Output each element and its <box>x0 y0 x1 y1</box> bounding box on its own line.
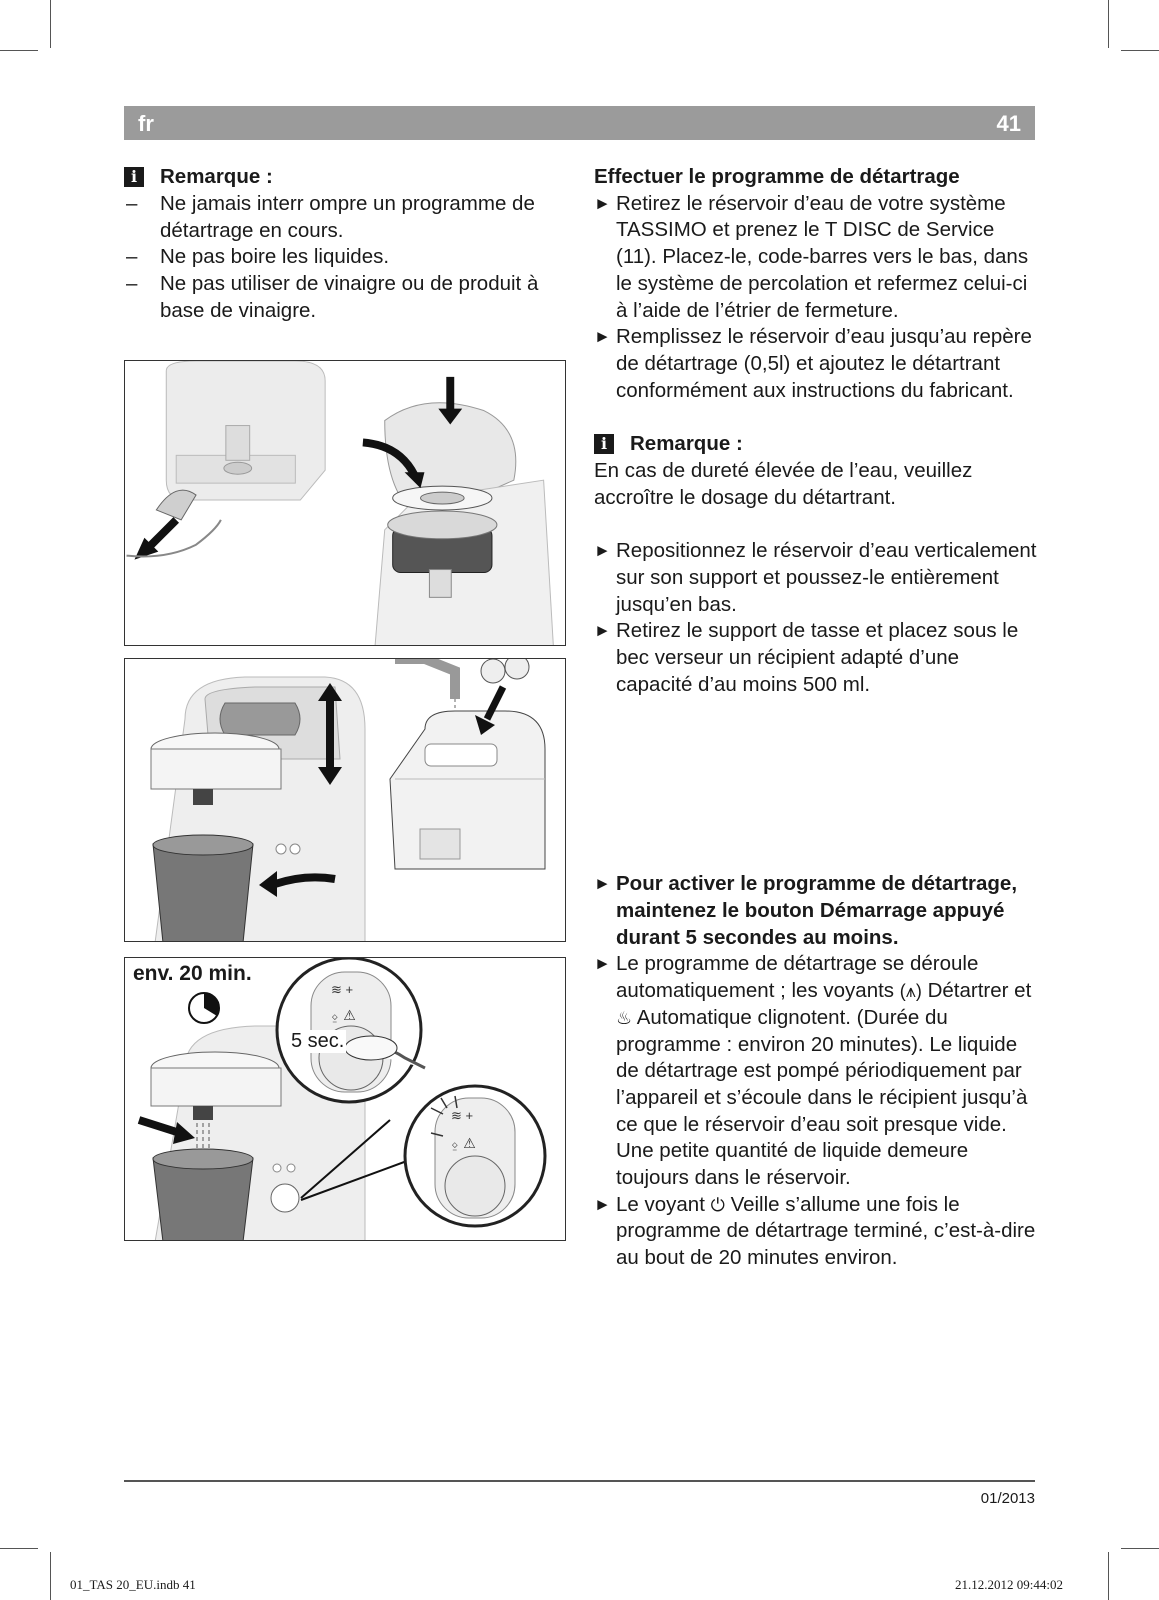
print-slug-time: 21.12.2012 09:44:02 <box>955 1577 1063 1592</box>
info-icon: i <box>594 434 614 454</box>
step-text: Automatique clignotent. (Durée du programme : environ 20 minutes). Le liquide de détartrage est pompé périodiquement par l’appareil et s’écoule dans le récipient jusqu’à ce que le réservoir d’eau soit presque vide. Une petite quantité de liquide demeure toujours dans le réservoir. <box>616 1005 1028 1190</box>
page-header <box>124 106 1035 140</box>
note-title: Remarque : <box>160 165 273 188</box>
print-slug-file: 01_TAS 20_EU.indb 41 <box>70 1577 196 1592</box>
crop-mark <box>1121 1548 1159 1549</box>
figure-time-label: env. 20 min. <box>133 962 252 985</box>
step-text: Détartrer et <box>927 979 1032 1003</box>
page-number: 41 <box>996 111 1021 136</box>
figure-fill-tank-place-cup <box>124 658 566 942</box>
note-list <box>124 191 569 325</box>
note-text: En cas de dureté élevée de l’eau, veuillez accroître le dosage du détartrant. <box>594 459 973 509</box>
note-title: Remarque : <box>630 432 743 456</box>
footer-rule <box>124 1480 1035 1482</box>
list-item: – Ne pas boire les liquides. <box>124 244 569 271</box>
language-code: fr <box>138 111 154 136</box>
step-text: Le voyant <box>616 1192 705 1216</box>
auto-icon: ♨ <box>616 1007 633 1028</box>
machine-illustration <box>125 361 566 645</box>
list-item <box>594 951 1039 1191</box>
step-text: Veille s’allume une fois le programme de détartrage terminé, c’est-à-dire au bout de 20 minutes environ. <box>616 1192 1036 1270</box>
machine-illustration <box>125 659 566 942</box>
section-title: Effectuer le programme de détartrage <box>594 165 960 188</box>
power-icon: ⏻ <box>710 1194 725 1215</box>
footer-date: 01/2013 <box>980 1490 1035 1507</box>
crop-mark <box>0 1548 38 1549</box>
note-heading <box>124 164 569 191</box>
svg-text:⍚ ⚠: ⍚ ⚠ <box>451 1135 476 1151</box>
list-item: ► Retirez le support de tasse et placez sous le bec verseur un récipient adapté d’une capacité d’au moins 500 ml. <box>594 618 1039 698</box>
steps-list <box>594 191 1039 405</box>
machine-illustration <box>125 958 566 1241</box>
list-item: – Ne jamais interr ompre un programme de détartrage en cours. <box>124 191 569 244</box>
figure-activate-descaling <box>124 957 566 1241</box>
note-heading <box>594 431 1039 458</box>
list-item: ► Repositionnez le réservoir d’eau verticalement sur son support et poussez-le entièrement jusqu’en bas. <box>594 538 1039 618</box>
svg-text:⍚ ⚠: ⍚ ⚠ <box>331 1007 356 1023</box>
crop-mark <box>50 1552 51 1600</box>
list-item: ► Pour activer le programme de détartrage, maintenez le bouton Démarrage appuyé durant 5 secondes au moins. <box>594 871 1039 951</box>
left-column <box>124 164 569 325</box>
crop-mark <box>0 50 38 51</box>
info-icon: i <box>124 167 144 187</box>
steps-list <box>594 538 1039 698</box>
list-item: ► Remplissez le réservoir d’eau jusqu’au repère de détartrage (0,5l) et ajoutez le détartrant conformément aux instructions du fabricant. <box>594 324 1039 404</box>
descale-icon: (⩚) <box>899 981 922 1002</box>
list-item: ► Retirez le réservoir d’eau de votre système TASSIMO et prenez le T DISC de Service (11). Placez-le, code-barres vers le bas, dans le système de percolation et refermez celui-ci à l’aide de l’étrier de fermeture. <box>594 191 1039 325</box>
figure-seconds-label: 5 sec. <box>291 1030 345 1052</box>
crop-mark <box>50 0 51 48</box>
list-item <box>594 1192 1039 1272</box>
right-column <box>594 164 1039 1272</box>
crop-mark <box>1108 0 1109 48</box>
svg-text:≋ +: ≋ + <box>331 982 354 997</box>
list-item: – Ne pas utiliser de vinaigre ou de produit à base de vinaigre. <box>124 271 569 324</box>
svg-text:≋ +: ≋ + <box>451 1108 474 1123</box>
crop-mark <box>1108 1552 1109 1600</box>
steps-list <box>594 871 1039 1272</box>
crop-mark <box>1121 50 1159 51</box>
step-text: Le programme de détartrage se déroule automatiquement ; les voyants <box>616 952 979 1003</box>
figure-remove-tank-insert-disc <box>124 360 566 646</box>
